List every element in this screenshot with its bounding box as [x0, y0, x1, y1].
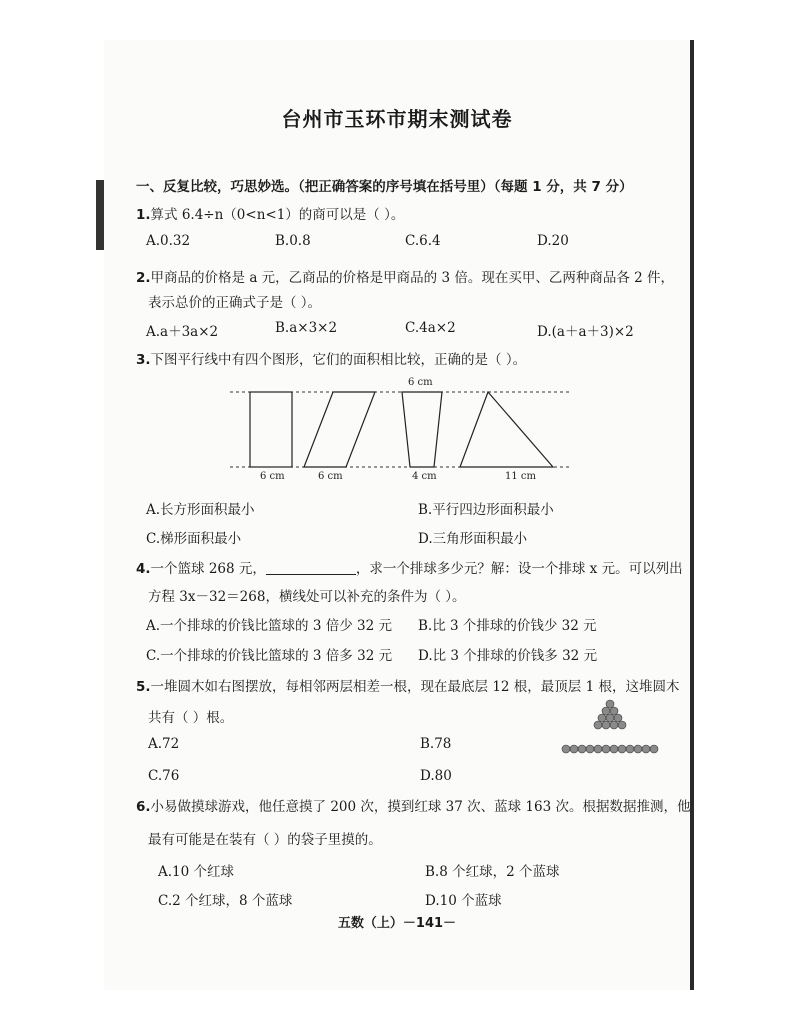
answer-blank	[266, 560, 356, 575]
log-icon	[594, 745, 602, 753]
log-icon	[650, 745, 658, 753]
question-3	[136, 348, 526, 368]
option-b: B.比 3 个排球的价钱少 32 元	[418, 618, 597, 634]
option-d: D.(a＋a＋3)×2	[537, 324, 634, 340]
triangle-shape	[460, 392, 553, 467]
option-a: A.0.32	[146, 233, 191, 249]
option-d: D.10 个蓝球	[425, 893, 502, 909]
log-icon	[642, 745, 650, 753]
question-number: 2.	[136, 270, 151, 286]
log-icon	[618, 745, 626, 753]
option-a: A.a＋3a×2	[146, 324, 219, 340]
log-icon	[602, 745, 610, 753]
log-pile-figure	[560, 696, 665, 756]
trapezoid-length-label: 4 cm	[412, 471, 437, 482]
log-icon	[594, 721, 602, 729]
question-number: 4.	[136, 561, 151, 577]
question-2-line2: 表示总价的正确式子是（ ）。	[148, 295, 322, 311]
parallel-lines-figure	[220, 372, 580, 484]
triangle-length-label: 11 cm	[505, 471, 536, 482]
question-number: 6.	[136, 799, 151, 815]
question-text: 一堆圆木如右图摆放，每相邻两层相差一根，现在最底层 12 根，最顶层 1 根，这堆圆木	[150, 679, 680, 695]
binding-edge	[96, 180, 104, 250]
trapezoid-shape	[402, 392, 442, 467]
section-heading: 一、反复比较，巧思妙选。（把正确答案的序号填在括号里）（每题 1 分，共 7 分）	[136, 179, 633, 195]
page-footer: 五数（上）－141－	[337, 916, 457, 931]
option-c: C.2 个红球，8 个蓝球	[158, 893, 293, 909]
option-c: C.76	[148, 768, 180, 784]
parallelogram-shape	[304, 392, 375, 467]
question-number: 1.	[136, 207, 151, 223]
log-icon	[610, 721, 618, 729]
option-d: D.三角形面积最小	[418, 531, 528, 547]
question-4	[136, 557, 683, 577]
rect-length-label: 6 cm	[260, 471, 285, 482]
option-b: B.8 个红球，2 个蓝球	[425, 864, 560, 880]
option-c: C.梯形面积最小	[146, 531, 242, 547]
log-icon	[614, 714, 622, 722]
log-icon	[610, 707, 618, 715]
question-4-line2: 方程 3x－32＝268，横线处可以补充的条件为（ ）。	[148, 589, 466, 605]
question-number: 5.	[136, 679, 151, 695]
option-c: C.4a×2	[405, 320, 456, 336]
log-icon	[598, 714, 606, 722]
log-icon	[602, 721, 610, 729]
option-a: A.长方形面积最小	[146, 502, 255, 518]
log-icon	[610, 745, 618, 753]
rectangle-shape	[250, 392, 292, 467]
top-length-label: 6 cm	[408, 377, 433, 388]
log-icon	[570, 745, 578, 753]
question-5-line2: 共有（ ）根。	[148, 710, 234, 726]
option-b: B.平行四边形面积最小	[418, 502, 554, 518]
question-6	[136, 795, 691, 815]
question-1	[136, 203, 404, 223]
option-b: B.a×3×2	[275, 320, 338, 336]
question-2	[136, 266, 674, 286]
page-title: 台州市玉环市期末测试卷	[281, 107, 513, 131]
option-a: A.72	[148, 736, 180, 752]
question-text: 下图平行线中有四个图形，它们的面积相比较，正确的是（ ）。	[150, 352, 527, 368]
log-icon	[562, 745, 570, 753]
question-number: 3.	[136, 352, 151, 368]
option-d: D.20	[537, 233, 569, 249]
option-d: D.比 3 个排球的价钱多 32 元	[418, 648, 598, 664]
question-text: 一个篮球 268 元，	[150, 561, 266, 577]
option-c: C.一个排球的价钱比篮球的 3 倍多 32 元	[146, 648, 393, 664]
parallelogram-length-label: 6 cm	[318, 471, 343, 482]
question-text: 小易做摸球游戏，他任意摸了 200 次，摸到红球 37 次、蓝球 163 次。根据数据推测，他	[150, 799, 691, 815]
option-b: B.0.8	[275, 233, 311, 249]
question-6-line2: 最有可能是在装有（ ）的袋子里摸的。	[148, 832, 382, 848]
log-icon	[602, 707, 610, 715]
log-icon	[606, 700, 614, 708]
question-text: 算式 6.4÷n（0<n<1）的商可以是（ ）。	[150, 207, 405, 223]
log-icon	[586, 745, 594, 753]
question-5	[136, 675, 679, 695]
question-text-continued: ，求一个排球多少元？解：设一个排球 x 元。可以列出	[355, 561, 683, 577]
option-b: B.78	[420, 736, 452, 752]
log-icon	[578, 745, 586, 753]
option-a: A.一个排球的价钱比篮球的 3 倍少 32 元	[146, 618, 392, 634]
question-text: 甲商品的价格是 a 元，乙商品的价格是甲商品的 3 倍。现在买甲、乙两种商品各 2 件，	[150, 270, 675, 286]
log-icon	[626, 745, 634, 753]
option-c: C.6.4	[405, 233, 441, 249]
log-icon	[606, 714, 614, 722]
option-a: A.10 个红球	[158, 864, 235, 880]
log-icon	[634, 745, 642, 753]
option-d: D.80	[420, 768, 452, 784]
log-icon	[618, 721, 626, 729]
